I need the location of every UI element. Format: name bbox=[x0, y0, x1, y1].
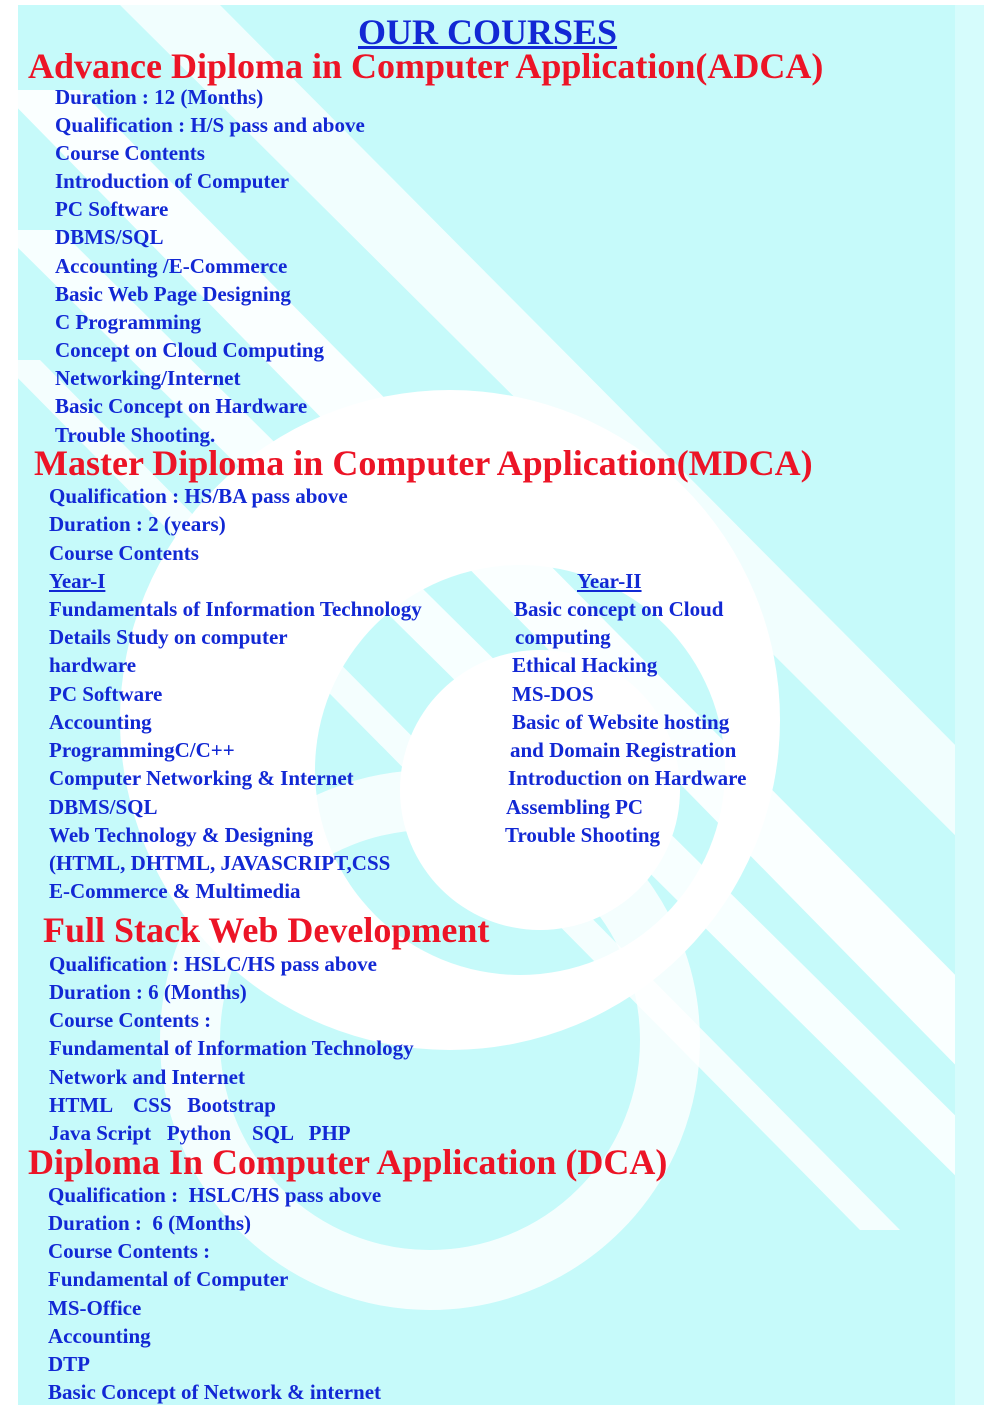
mdca-course-contents-label: Course Contents bbox=[49, 541, 199, 565]
adca-content-item: C Programming bbox=[55, 310, 202, 334]
dca-qualification: Qualification : HSLC/HS pass above bbox=[48, 1183, 382, 1207]
year-2-label: Year-II bbox=[577, 569, 642, 593]
year-2-item: Basic concept on Cloud bbox=[514, 597, 724, 621]
fullstack-content-item: Fundamental of Information Technology bbox=[49, 1036, 414, 1060]
year-1-item: Accounting bbox=[49, 710, 152, 734]
year-1-item: DBMS/SQL bbox=[49, 795, 158, 819]
year-2-item: Trouble Shooting bbox=[505, 823, 661, 847]
year-1-item: Fundamentals of Information Technology bbox=[49, 597, 422, 621]
adca-duration: Duration : 12 (Months) bbox=[55, 85, 264, 109]
year-2-item: Introduction on Hardware bbox=[508, 766, 747, 790]
dca-content-item: DTP bbox=[48, 1352, 90, 1376]
adca-content-item: DBMS/SQL bbox=[55, 225, 164, 249]
year-1-item: hardware bbox=[49, 653, 137, 677]
year-2-item: computing bbox=[515, 625, 611, 649]
adca-heading: Advance Diploma in Computer Application(ADCA) bbox=[28, 46, 824, 86]
year-1-item: ProgrammingC/C++ bbox=[49, 738, 235, 762]
year-2-item: MS-DOS bbox=[512, 682, 594, 706]
adca-content-item: Basic Concept on Hardware bbox=[55, 394, 308, 418]
dca-content-item: MS-Office bbox=[48, 1296, 142, 1320]
dca-duration: Duration : 6 (Months) bbox=[48, 1211, 251, 1235]
fullstack-content-item: Java Script Python SQL PHP bbox=[49, 1121, 351, 1145]
dca-content-item: Accounting bbox=[48, 1324, 151, 1348]
year-1-item: (HTML, DHTML, JAVASCRIPT,CSS bbox=[49, 851, 391, 875]
year-1-item: Computer Networking & Internet bbox=[49, 766, 354, 790]
fullstack-content-item: HTML CSS Bootstrap bbox=[49, 1093, 276, 1117]
adca-content-item: Basic Web Page Designing bbox=[55, 282, 291, 306]
fullstack-heading: Full Stack Web Development bbox=[43, 910, 490, 950]
adca-content-item: Networking/Internet bbox=[55, 366, 241, 390]
fullstack-qualification: Qualification : HSLC/HS pass above bbox=[49, 952, 377, 976]
fullstack-duration: Duration : 6 (Months) bbox=[49, 980, 247, 1004]
adca-qualification: Qualification : H/S pass and above bbox=[55, 113, 365, 137]
adca-content-item: Concept on Cloud Computing bbox=[55, 338, 324, 362]
fullstack-content-item: Network and Internet bbox=[49, 1065, 245, 1089]
mdca-duration: Duration : 2 (years) bbox=[49, 512, 226, 536]
year-1-item: PC Software bbox=[49, 682, 163, 706]
adca-course-contents-label: Course Contents bbox=[55, 141, 205, 165]
year-1-item: E-Commerce & Multimedia bbox=[49, 879, 301, 903]
year-2-item: Ethical Hacking bbox=[512, 653, 658, 677]
adca-content-item: Trouble Shooting. bbox=[55, 423, 216, 447]
year-2-item: Basic of Website hosting bbox=[512, 710, 730, 734]
year-1-label: Year-I bbox=[49, 569, 106, 593]
mdca-heading: Master Diploma in Computer Application(MDCA) bbox=[34, 443, 813, 483]
dca-content-item: Basic Concept of Network & internet bbox=[48, 1380, 382, 1404]
dca-content-item: Fundamental of Computer bbox=[48, 1267, 289, 1291]
mdca-qualification: Qualification : HS/BA pass above bbox=[49, 484, 348, 508]
adca-content-item: Introduction of Computer bbox=[55, 169, 290, 193]
year-1-item: Web Technology & Designing bbox=[49, 823, 314, 847]
adca-content-item: Accounting /E-Commerce bbox=[55, 254, 288, 278]
fullstack-course-contents-label: Course Contents : bbox=[49, 1008, 212, 1032]
dca-heading: Diploma In Computer Application (DCA) bbox=[28, 1142, 668, 1182]
year-1-item: Details Study on computer bbox=[49, 625, 288, 649]
year-2-item: Assembling PC bbox=[506, 795, 644, 819]
adca-content-item: PC Software bbox=[55, 197, 169, 221]
year-2-item: and Domain Registration bbox=[510, 738, 737, 762]
page-title: OUR COURSES bbox=[358, 12, 618, 52]
dca-course-contents-label: Course Contents : bbox=[48, 1239, 211, 1263]
